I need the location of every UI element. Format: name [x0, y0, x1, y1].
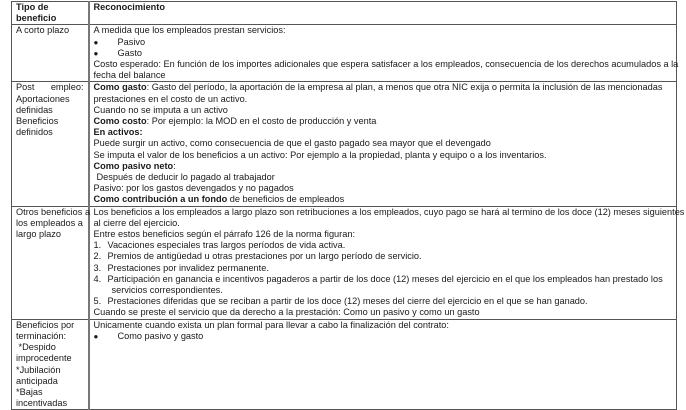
tipo-label: Otros beneficios a [16, 206, 91, 217]
table-row [12, 82, 677, 206]
tipo-label: improcedente [16, 353, 72, 364]
row-text: Como contribución a un fondo de beneficios de empleados [93, 194, 345, 205]
row-text: A medida que los empleados prestan servicios: [93, 25, 286, 36]
tipo-label: Aportaciones [16, 93, 70, 104]
row-text: Pasivo: por los gastos devengados y no pagados [93, 183, 294, 194]
tipo-label: *Jubilación [16, 364, 61, 375]
cell-tipo-largo-plazo [12, 206, 89, 319]
tipo-label: *Bajas [16, 386, 43, 397]
list-item: 2. Premios de antigüedad u otras prestaciones por un largo período de servicio. [93, 251, 422, 262]
list-item: ● Gasto [93, 47, 143, 58]
row-text: prestaciones en el costo de un activo. [93, 93, 248, 104]
tipo-label: Post empleo: [16, 82, 84, 93]
bullet-icon: ● [93, 331, 99, 341]
header-tipo-de-beneficio: Tipo de beneficio [12, 2, 89, 25]
list-item: ● Pasivo [93, 36, 146, 47]
tipo-label: incentivadas [16, 398, 68, 409]
tipo-label: definidos [16, 127, 53, 138]
row-text: Costo esperado: En función de los importes adicionales que espera satisfacer a los empleados, consecuencia de los derechos acumulados a la [93, 59, 679, 70]
table-header-row [12, 2, 677, 25]
tipo-label: largo plazo [16, 229, 61, 240]
cell-tipo-post-empleo [12, 82, 89, 206]
row-text: Se imputa el valor de los beneficios a un activo: Por ejemplo a la propiedad, planta y equipo o a los inventarios. [93, 149, 547, 160]
row-text: al cierre del ejercicio. [93, 217, 180, 228]
list-item: 1. Vacaciones especiales tras largos períodos de vida activa. [93, 240, 346, 251]
bullet-icon: ● [93, 37, 99, 47]
tipo-label: terminación: [16, 330, 67, 341]
row-text: Los beneficios a los empleados a largo plazo son retribuciones a los empleados, cuyo pago se hará al termino de los doce (12) meses siguientes [93, 206, 685, 217]
table-row [12, 206, 677, 319]
tipo-label: anticipada [16, 375, 58, 386]
row-text: Puede surgir un activo, como consecuencia de que el gasto pagado sea mayor que el devengado [93, 138, 491, 149]
cell-reconocimiento-terminacion [89, 319, 677, 410]
row-text: En activos: [93, 127, 143, 138]
cell-reconocimiento-largo-plazo [89, 206, 685, 319]
row-text: Como costo: Por ejemplo: la MOD en el costo de producción y venta [93, 116, 377, 127]
cell-reconocimiento-corto-plazo [89, 25, 677, 82]
tipo-label: *Despido [16, 342, 56, 353]
list-item: 3. Prestaciones por invalidez permanente. [93, 262, 269, 273]
list-item: 5. Prestaciones diferidas que se reciban a partir de los doce (12) meses del cierre del ejercicio en el que se han ganado. [93, 296, 588, 307]
table-row [12, 25, 677, 82]
header-reconocimiento: Reconocimiento [89, 2, 677, 25]
tipo-label: Beneficios [16, 116, 59, 127]
row-text: Como pasivo neto: [93, 160, 176, 171]
table-row [12, 319, 677, 410]
row-text: fecha del balance [93, 70, 166, 81]
row-text: Cuando no se imputa a un activo [93, 104, 228, 115]
list-item: ● Como pasivo y gasto [93, 330, 204, 341]
row-text: Como gasto: Gasto del período, la aportación de la empresa al plan, a menos que otra NIC exija o permita la inclusión de las mencionadas [93, 82, 663, 93]
benefits-table [11, 1, 685, 410]
tipo-label: definidas [16, 104, 53, 115]
cell-tipo-corto-plazo [12, 25, 89, 82]
row-text: Cuando se preste el servicio que da derecho a la prestación: Como un pasivo y como un gasto [93, 307, 480, 318]
tipo-label: los empleados a [16, 217, 83, 228]
row-text: Unicamente cuando exista un plan formal para llevar a cabo la finalización del contrato: [93, 319, 449, 330]
row-text: Después de deducir lo pagado al trabajador [96, 172, 275, 183]
list-item: 4. Participación en ganancia e incentivos pagaderos a partir de los doce (12) meses del ejercicio en el que los empleados han prestado los servicios correspondientes. [93, 273, 663, 296]
tipo-label: A corto plazo [16, 25, 70, 36]
bullet-icon: ● [93, 48, 99, 58]
tipo-label: Beneficios por [16, 319, 75, 330]
cell-tipo-terminacion [12, 319, 89, 410]
cell-reconocimiento-post-empleo [89, 82, 677, 206]
row-text: Entre estos beneficios según el párrafo 126 de la norma figuran: [93, 229, 355, 240]
